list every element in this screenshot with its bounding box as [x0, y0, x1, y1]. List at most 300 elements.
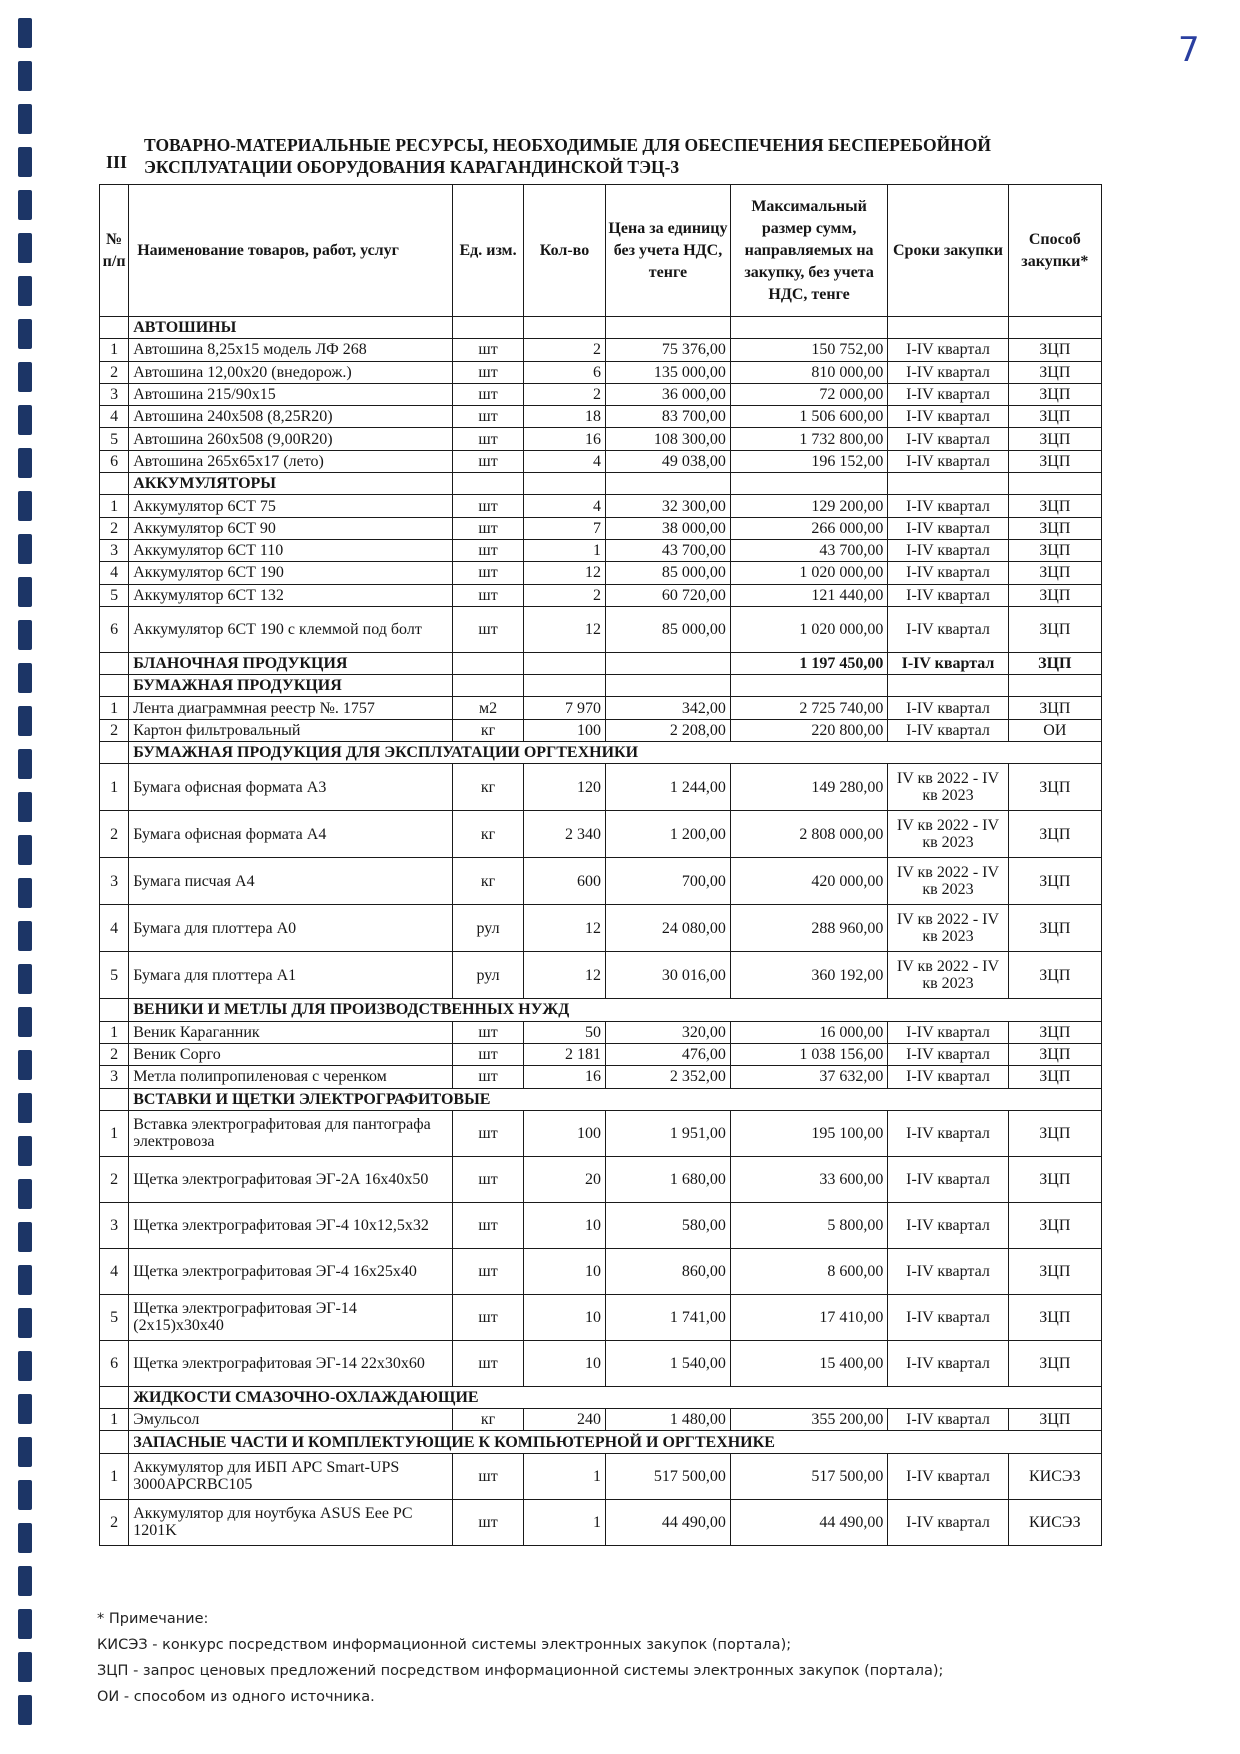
cell-num: 2 [100, 1043, 129, 1065]
col-header-qty: Кол-во [523, 185, 605, 317]
cell-period: I-IV квартал [888, 495, 1008, 517]
cell-unit: кг [453, 1409, 524, 1431]
cell-unit: шт [453, 428, 524, 450]
binding-ring [18, 663, 32, 693]
cell-method: ЗЦП [1008, 517, 1101, 539]
cell-num: 1 [100, 1453, 129, 1499]
cell-unit: шт [453, 1066, 524, 1088]
section-name: АВТОШИНЫ [129, 317, 453, 339]
cell-period: IV кв 2022 - IV кв 2023 [888, 952, 1008, 999]
cell-total: 220 800,00 [730, 719, 887, 741]
cell-num: 3 [100, 1202, 129, 1248]
cell-unit: шт [453, 584, 524, 606]
cell-unit: шт [453, 495, 524, 517]
cell-method: ЗЦП [1008, 428, 1101, 450]
table-row [100, 811, 1102, 858]
cell-method: ЗЦП [1008, 1066, 1101, 1088]
cell-num: 1 [100, 1409, 129, 1431]
cell-num: 1 [100, 1110, 129, 1156]
table-row [100, 383, 1102, 405]
cell-name: Аккумулятор 6СТ 110 [129, 539, 453, 561]
cell-total: 1 506 600,00 [730, 406, 887, 428]
cell-price: 38 000,00 [606, 517, 731, 539]
cell-total: 16 000,00 [730, 1021, 887, 1043]
cell-name: Бумага офисная формата А3 [129, 764, 453, 811]
cell-unit: шт [453, 517, 524, 539]
cell-method: ЗЦП [1008, 450, 1101, 472]
cell-num: 4 [100, 562, 129, 584]
cell-method: ЗЦП [1008, 764, 1101, 811]
cell-num: 4 [100, 905, 129, 952]
cell-num: 2 [100, 1156, 129, 1202]
cell-method: ЗЦП [1008, 1110, 1101, 1156]
table-row [100, 339, 1102, 361]
table-row [100, 1340, 1102, 1386]
table-row [100, 517, 1102, 539]
binding-ring [18, 706, 32, 736]
table-row [100, 606, 1102, 652]
binding-ring [18, 18, 32, 48]
cell-name: Автошина 215/90x15 [129, 383, 453, 405]
binding-ring [18, 1695, 32, 1725]
cell-total: 2 725 740,00 [730, 697, 887, 719]
cell-total: 43 700,00 [730, 539, 887, 561]
handwritten-page-number: 7 [1178, 30, 1200, 70]
cell-period: I-IV квартал [888, 339, 1008, 361]
cell-name: Автошина 260x508 (9,00R20) [129, 428, 453, 450]
cell-qty: 1 [523, 1453, 605, 1499]
cell-qty: 12 [523, 905, 605, 952]
cell-period: I-IV квартал [888, 428, 1008, 450]
section-cell-num [100, 473, 129, 495]
cell-num: 1 [100, 1021, 129, 1043]
section-cell-num [100, 1431, 129, 1453]
cell-name: Щетка электрографитовая ЭГ-4 10x12,5x32 [129, 1202, 453, 1248]
cell-method: ЗЦП [1008, 339, 1101, 361]
cell-num: 3 [100, 858, 129, 905]
binding-ring [18, 61, 32, 91]
cell-total: 288 960,00 [730, 905, 887, 952]
cell-price: 1 480,00 [606, 1409, 731, 1431]
cell-period: I-IV квартал [888, 719, 1008, 741]
cell-num: 2 [100, 811, 129, 858]
cell-qty: 20 [523, 1156, 605, 1202]
table-row [100, 1156, 1102, 1202]
cell-name: Аккумулятор для ноутбука ASUS Eee PC 1201K [129, 1499, 453, 1545]
table-row [100, 1066, 1102, 1088]
table-row [100, 1110, 1102, 1156]
section-total: 1 197 450,00 [730, 652, 887, 674]
cell-method: ЗЦП [1008, 495, 1101, 517]
section-name: БУМАЖНАЯ ПРОДУКЦИЯ ДЛЯ ЭКСПЛУАТАЦИИ ОРГТЕХНИКИ [129, 742, 1102, 764]
cell-name: Автошина 12,00x20 (внедорож.) [129, 361, 453, 383]
section-cell-qty [523, 675, 605, 697]
table-row [100, 450, 1102, 472]
cell-period: IV кв 2022 - IV кв 2023 [888, 811, 1008, 858]
cell-num: 6 [100, 606, 129, 652]
section-name: ВСТАВКИ И ЩЕТКИ ЭЛЕКТРОГРАФИТОВЫЕ [129, 1088, 1102, 1110]
cell-method: ЗЦП [1008, 361, 1101, 383]
cell-qty: 10 [523, 1340, 605, 1386]
table-row [100, 428, 1102, 450]
cell-price: 60 720,00 [606, 584, 731, 606]
cell-method: ЗЦП [1008, 1043, 1101, 1065]
cell-period: I-IV квартал [888, 539, 1008, 561]
cell-period: I-IV квартал [888, 1409, 1008, 1431]
cell-total: 150 752,00 [730, 339, 887, 361]
cell-unit: шт [453, 1021, 524, 1043]
table-row [100, 697, 1102, 719]
cell-unit: шт [453, 1156, 524, 1202]
cell-name: Метла полипропиленовая с черенком [129, 1066, 453, 1088]
cell-total: 196 152,00 [730, 450, 887, 472]
cell-qty: 50 [523, 1021, 605, 1043]
cell-total: 2 808 000,00 [730, 811, 887, 858]
section-method [1008, 675, 1101, 697]
cell-period: I-IV квартал [888, 1156, 1008, 1202]
col-header-period: Сроки закупки [888, 185, 1008, 317]
cell-method: ЗЦП [1008, 1021, 1101, 1043]
binding-ring [18, 878, 32, 908]
cell-unit: шт [453, 1453, 524, 1499]
cell-name: Аккумулятор 6СТ 190 [129, 562, 453, 584]
cell-qty: 10 [523, 1248, 605, 1294]
table-row [100, 719, 1102, 741]
cell-price: 2 352,00 [606, 1066, 731, 1088]
section-name: ВЕНИКИ И МЕТЛЫ ДЛЯ ПРОИЗВОДСТВЕННЫХ НУЖД [129, 999, 1102, 1021]
cell-price: 1 244,00 [606, 764, 731, 811]
cell-method: ОИ [1008, 719, 1101, 741]
cell-price: 580,00 [606, 1202, 731, 1248]
section-row [100, 652, 1102, 674]
cell-name: Аккумулятор 6СТ 90 [129, 517, 453, 539]
section-row [100, 473, 1102, 495]
cell-method: ЗЦП [1008, 406, 1101, 428]
cell-method: ЗЦП [1008, 952, 1101, 999]
procurement-table [99, 184, 1102, 1546]
cell-method: ЗЦП [1008, 562, 1101, 584]
cell-period: I-IV квартал [888, 1340, 1008, 1386]
table-row [100, 361, 1102, 383]
cell-num: 1 [100, 764, 129, 811]
binding-ring [18, 1652, 32, 1682]
cell-price: 1 951,00 [606, 1110, 731, 1156]
section-cell-num [100, 742, 129, 764]
cell-qty: 4 [523, 450, 605, 472]
cell-total: 44 490,00 [730, 1499, 887, 1545]
section-cell-price [606, 317, 731, 339]
section-cell-num [100, 1088, 129, 1110]
section-cell-num [100, 675, 129, 697]
section-row [100, 742, 1102, 764]
cell-qty: 600 [523, 858, 605, 905]
cell-price: 44 490,00 [606, 1499, 731, 1545]
cell-price: 49 038,00 [606, 450, 731, 472]
cell-period: I-IV квартал [888, 450, 1008, 472]
section-cell-unit [453, 652, 524, 674]
cell-period: I-IV квартал [888, 1021, 1008, 1043]
table-row [100, 905, 1102, 952]
table-row [100, 584, 1102, 606]
footnote-title: * Примечание: [97, 1611, 209, 1627]
binding-ring [18, 276, 32, 306]
cell-qty: 2 340 [523, 811, 605, 858]
cell-price: 30 016,00 [606, 952, 731, 999]
binding-ring [18, 233, 32, 263]
cell-num: 1 [100, 495, 129, 517]
cell-period: I-IV квартал [888, 697, 1008, 719]
section-row [100, 1386, 1102, 1408]
cell-period: I-IV квартал [888, 1248, 1008, 1294]
cell-price: 24 080,00 [606, 905, 731, 952]
binding-ring [18, 1351, 32, 1381]
cell-unit: шт [453, 1294, 524, 1340]
cell-method: ЗЦП [1008, 383, 1101, 405]
cell-price: 135 000,00 [606, 361, 731, 383]
cell-method: ЗЦП [1008, 858, 1101, 905]
cell-name: Автошина 240x508 (8,25R20) [129, 406, 453, 428]
cell-method: ЗЦП [1008, 1294, 1101, 1340]
cell-name: Щетка электрографитовая ЭГ-14 (2x15)x30x40 [129, 1294, 453, 1340]
cell-period: I-IV квартал [888, 406, 1008, 428]
cell-name: Лента диаграммная реестр №. 1757 [129, 697, 453, 719]
cell-num: 5 [100, 952, 129, 999]
section-name: ЖИДКОСТИ СМАЗОЧНО-ОХЛАЖДАЮЩИЕ [129, 1386, 1102, 1408]
cell-unit: рул [453, 952, 524, 999]
cell-method: ЗЦП [1008, 539, 1101, 561]
cell-price: 342,00 [606, 697, 731, 719]
cell-qty: 7 970 [523, 697, 605, 719]
cell-num: 3 [100, 383, 129, 405]
cell-name: Бумага для плоттера А1 [129, 952, 453, 999]
binding-ring [18, 534, 32, 564]
table-row [100, 562, 1102, 584]
section-name: БУМАЖНАЯ ПРОДУКЦИЯ [129, 675, 453, 697]
cell-name: Аккумулятор для ИБП APC Smart-UPS 3000APCRBC105 [129, 1453, 453, 1499]
cell-total: 72 000,00 [730, 383, 887, 405]
cell-price: 320,00 [606, 1021, 731, 1043]
cell-period: I-IV квартал [888, 1066, 1008, 1088]
table-row [100, 495, 1102, 517]
col-header-unit: Ед. изм. [453, 185, 524, 317]
cell-period: I-IV квартал [888, 562, 1008, 584]
cell-qty: 2 [523, 339, 605, 361]
table-row [100, 1202, 1102, 1248]
cell-name: Веник Караганник [129, 1021, 453, 1043]
cell-num: 2 [100, 361, 129, 383]
cell-period: I-IV квартал [888, 606, 1008, 652]
cell-num: 2 [100, 719, 129, 741]
section-cell-unit [453, 317, 524, 339]
cell-method: ЗЦП [1008, 811, 1101, 858]
cell-unit: шт [453, 539, 524, 561]
cell-qty: 12 [523, 606, 605, 652]
cell-unit: шт [453, 361, 524, 383]
cell-qty: 120 [523, 764, 605, 811]
cell-unit: рул [453, 905, 524, 952]
cell-num: 5 [100, 428, 129, 450]
cell-price: 1 741,00 [606, 1294, 731, 1340]
section-method [1008, 473, 1101, 495]
cell-price: 43 700,00 [606, 539, 731, 561]
binding-ring [18, 1480, 32, 1510]
table-header-row [100, 185, 1102, 317]
section-title: ТОВАРНО-МАТЕРИАЛЬНЫЕ РЕСУРСЫ, НЕОБХОДИМЫЕ ДЛЯ ОБЕСПЕЧЕНИЯ БЕСПЕРЕБОЙНОЙ ЭКСПЛУАТАЦИИ ОБОРУДОВАНИЯ КАРАГАНДИНСКОЙ ТЭЦ-3 [144, 135, 992, 177]
cell-method: ЗЦП [1008, 1340, 1101, 1386]
cell-unit: шт [453, 383, 524, 405]
section-cell-price [606, 675, 731, 697]
binding-ring [18, 964, 32, 994]
section-cell-num [100, 999, 129, 1021]
binding-ring [18, 1136, 32, 1166]
cell-qty: 10 [523, 1202, 605, 1248]
cell-qty: 16 [523, 428, 605, 450]
table-row [100, 1453, 1102, 1499]
cell-num: 6 [100, 450, 129, 472]
section-number: III [106, 152, 128, 172]
cell-name: Вставка электрографитовая для пантографа электровоза [129, 1110, 453, 1156]
cell-period: I-IV квартал [888, 1499, 1008, 1545]
cell-name: Аккумулятор 6СТ 132 [129, 584, 453, 606]
cell-name: Автошина 8,25x15 модель ЛФ 268 [129, 339, 453, 361]
footnote [97, 1606, 943, 1710]
cell-unit: шт [453, 1043, 524, 1065]
binding-ring [18, 190, 32, 220]
binding-ring [18, 1222, 32, 1252]
col-header-price: Цена за единицу без учета НДС, тенге [606, 185, 731, 317]
cell-period: IV кв 2022 - IV кв 2023 [888, 858, 1008, 905]
cell-price: 860,00 [606, 1248, 731, 1294]
cell-price: 1 540,00 [606, 1340, 731, 1386]
cell-method: ЗЦП [1008, 905, 1101, 952]
cell-price: 1 680,00 [606, 1156, 731, 1202]
cell-name: Щетка электрографитовая ЭГ-2А 16x40x50 [129, 1156, 453, 1202]
section-cell-price [606, 652, 731, 674]
cell-name: Веник Сорго [129, 1043, 453, 1065]
cell-total: 810 000,00 [730, 361, 887, 383]
cell-name: Щетка электрографитовая ЭГ-4 16x25x40 [129, 1248, 453, 1294]
cell-price: 700,00 [606, 858, 731, 905]
binding-ring [18, 1265, 32, 1295]
cell-name: Бумага для плоттера А0 [129, 905, 453, 952]
cell-num: 6 [100, 1340, 129, 1386]
cell-qty: 10 [523, 1294, 605, 1340]
section-total [730, 675, 887, 697]
cell-unit: шт [453, 339, 524, 361]
cell-total: 517 500,00 [730, 1453, 887, 1499]
cell-name: Эмульсол [129, 1409, 453, 1431]
cell-price: 85 000,00 [606, 606, 731, 652]
table-row [100, 1248, 1102, 1294]
binding-ring [18, 1308, 32, 1338]
section-cell-unit [453, 473, 524, 495]
section-cell-unit [453, 675, 524, 697]
binding-ring [18, 362, 32, 392]
cell-price: 1 200,00 [606, 811, 731, 858]
cell-period: I-IV квартал [888, 361, 1008, 383]
cell-total: 420 000,00 [730, 858, 887, 905]
section-period: I-IV квартал [888, 652, 1008, 674]
cell-unit: кг [453, 719, 524, 741]
cell-unit: кг [453, 764, 524, 811]
section-row [100, 317, 1102, 339]
binding-ring [18, 1007, 32, 1037]
binding-ring [18, 319, 32, 349]
cell-num: 2 [100, 1499, 129, 1545]
cell-period: I-IV квартал [888, 517, 1008, 539]
cell-price: 83 700,00 [606, 406, 731, 428]
binding-ring [18, 620, 32, 650]
cell-num: 4 [100, 406, 129, 428]
cell-unit: шт [453, 562, 524, 584]
binding-ring [18, 491, 32, 521]
section-cell-qty [523, 317, 605, 339]
cell-total: 195 100,00 [730, 1110, 887, 1156]
cell-qty: 7 [523, 517, 605, 539]
binding-ring [18, 448, 32, 478]
table-row [100, 1043, 1102, 1065]
binding-ring [18, 104, 32, 134]
cell-unit: шт [453, 606, 524, 652]
binding-ring [18, 1437, 32, 1467]
cell-price: 85 000,00 [606, 562, 731, 584]
cell-qty: 240 [523, 1409, 605, 1431]
cell-unit: шт [453, 1248, 524, 1294]
cell-total: 8 600,00 [730, 1248, 887, 1294]
section-cell-num [100, 317, 129, 339]
cell-price: 36 000,00 [606, 383, 731, 405]
cell-qty: 6 [523, 361, 605, 383]
binding-ring [18, 147, 32, 177]
cell-num: 3 [100, 1066, 129, 1088]
cell-method: ЗЦП [1008, 697, 1101, 719]
cell-price: 2 208,00 [606, 719, 731, 741]
cell-method: КИСЭЗ [1008, 1499, 1101, 1545]
col-header-method: Способ закупки* [1008, 185, 1101, 317]
cell-name: Аккумулятор 6СТ 75 [129, 495, 453, 517]
table-row [100, 539, 1102, 561]
binding-ring [18, 405, 32, 435]
cell-total: 1 020 000,00 [730, 606, 887, 652]
section-cell-num [100, 1386, 129, 1408]
cell-qty: 1 [523, 1499, 605, 1545]
cell-qty: 12 [523, 952, 605, 999]
cell-name: Автошина 265x65x17 (лето) [129, 450, 453, 472]
section-period [888, 473, 1008, 495]
cell-unit: шт [453, 1499, 524, 1545]
cell-total: 129 200,00 [730, 495, 887, 517]
cell-total: 355 200,00 [730, 1409, 887, 1431]
section-row [100, 999, 1102, 1021]
cell-qty: 16 [523, 1066, 605, 1088]
cell-name: Картон фильтровальный [129, 719, 453, 741]
table-row [100, 952, 1102, 999]
cell-total: 15 400,00 [730, 1340, 887, 1386]
cell-method: ЗЦП [1008, 1202, 1101, 1248]
cell-num: 5 [100, 584, 129, 606]
binding-ring [18, 921, 32, 951]
section-row [100, 675, 1102, 697]
cell-unit: шт [453, 1340, 524, 1386]
section-row [100, 1431, 1102, 1453]
cell-method: ЗЦП [1008, 1409, 1101, 1431]
cell-num: 5 [100, 1294, 129, 1340]
cell-qty: 100 [523, 1110, 605, 1156]
table-row [100, 858, 1102, 905]
cell-num: 1 [100, 697, 129, 719]
binding-ring [18, 1093, 32, 1123]
cell-period: I-IV квартал [888, 1202, 1008, 1248]
